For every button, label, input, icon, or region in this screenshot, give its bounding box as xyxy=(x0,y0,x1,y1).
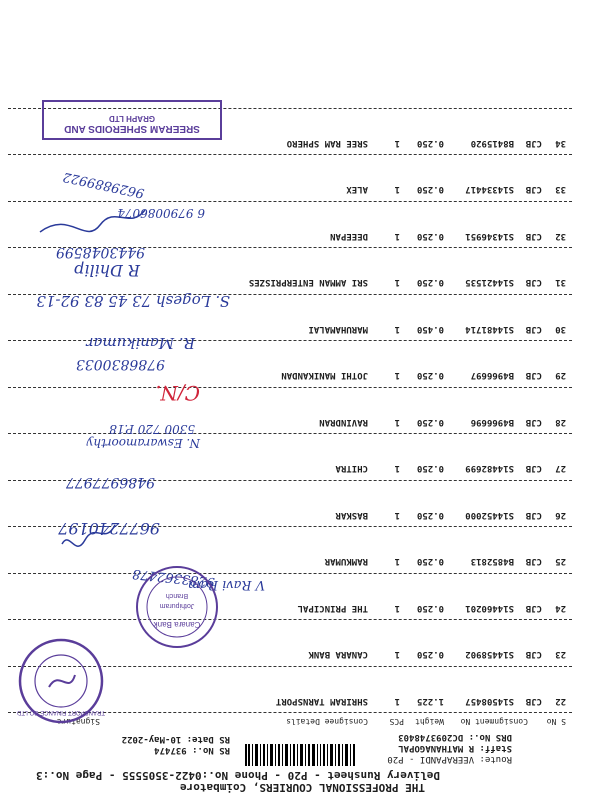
row-sno: 24 xyxy=(555,603,566,613)
row-consignment-no: S14334417 xyxy=(465,184,514,195)
row-divider xyxy=(8,155,572,156)
row-weight: 0.250 xyxy=(416,649,444,660)
runsheet-subtitle: Delivery Runsheet - P20 - Phone No.:0422-3505555 - Page No.:3 xyxy=(36,769,440,782)
row-sno: 25 xyxy=(555,556,566,567)
company-seal-stamp xyxy=(17,637,105,725)
row-consignment-no: S14346951 xyxy=(465,231,514,241)
col-details: Consignee Details xyxy=(286,717,368,726)
seal-text: Branch xyxy=(165,592,189,599)
row-origin: CJB xyxy=(525,649,542,660)
row-sno: 22 xyxy=(555,696,566,706)
row-pcs: 1 xyxy=(394,510,400,520)
row-pcs: 1 xyxy=(394,649,400,660)
row-weight: 0.250 xyxy=(416,603,444,613)
stamp-line: SREERAM SPHEROIDS AND xyxy=(64,123,200,134)
row-consignment-no: S14421535 xyxy=(465,277,514,288)
seal-text: Canara Bank xyxy=(153,620,201,629)
handwritten-phone: 9786830033 xyxy=(75,356,165,372)
row-weight: 0.250 xyxy=(416,184,444,195)
row-consignment-no: B4966696 xyxy=(470,417,514,427)
table-row xyxy=(0,573,600,619)
handwritten-note: C/N. xyxy=(155,381,200,405)
row-pcs: 1 xyxy=(394,231,400,241)
handwritten-name: V Ravi Ram xyxy=(187,577,265,592)
row-pcs: 1 xyxy=(394,370,400,381)
row-consignee: CHITRA xyxy=(335,463,368,474)
row-consignee: RAVINDRAN xyxy=(319,417,368,427)
rs-number: RS No.: 937474 xyxy=(154,745,230,755)
handwritten-phone: 9443048599 xyxy=(55,244,145,260)
row-origin: CJB xyxy=(525,277,542,288)
row-consignment-no: B4852813 xyxy=(470,556,514,567)
row-origin: CJB xyxy=(525,463,542,474)
bank-seal-stamp xyxy=(131,564,220,650)
handwritten-name: R Dhilip xyxy=(74,261,140,280)
row-pcs: 1 xyxy=(394,603,400,613)
row-consignment-no: S14458902 xyxy=(465,649,514,660)
route-label: Route: VEERAPANDI - P20 xyxy=(387,754,512,764)
row-weight: 0.250 xyxy=(416,277,444,288)
row-sno: 30 xyxy=(555,324,566,334)
row-consignment-no: S14452000 xyxy=(465,510,514,520)
row-origin: CJB xyxy=(525,231,542,241)
row-consignee: JOTHI MANIKANDAN xyxy=(281,370,368,381)
row-divider xyxy=(8,620,572,621)
row-consignee: DEEEPAN xyxy=(330,231,368,241)
row-consignee: SRI AMMAN ENTERPRISZES xyxy=(248,277,368,288)
rs-date: RS Date: 10-May-2022 xyxy=(121,734,230,744)
company-rectangle-stamp xyxy=(42,100,222,140)
row-origin: CJB xyxy=(525,324,542,334)
seal-text: TRANSPORT FINANCE CO LTD xyxy=(17,709,105,715)
row-sno: 27 xyxy=(555,463,566,474)
row-consignment-no: S14482699 xyxy=(465,463,514,474)
col-pcs: PCS xyxy=(389,717,404,726)
handwritten-phone: 9629889922 xyxy=(61,168,146,201)
handwritten-phone: 9486977977 xyxy=(65,474,155,490)
row-sno: 26 xyxy=(555,510,566,520)
row-consignment-no: B4966697 xyxy=(470,370,514,381)
staff-label: Staff: R MATHANAGOPAL xyxy=(398,743,512,753)
row-pcs: 1 xyxy=(394,417,400,427)
drs-number: DRS No.: DC2093748403 xyxy=(398,732,512,742)
row-pcs: 1 xyxy=(394,138,400,148)
row-weight: 0.250 xyxy=(416,138,444,148)
col-consignment: Consignment No xyxy=(460,717,528,726)
row-sno: 23 xyxy=(555,649,566,660)
row-pcs: 1 xyxy=(394,556,400,567)
row-divider xyxy=(8,573,572,574)
row-origin: CJB xyxy=(525,510,542,520)
row-weight: 0.250 xyxy=(416,370,444,381)
row-consignee: BASKAR xyxy=(335,510,368,520)
barcode-image xyxy=(245,744,355,766)
handwritten-note: 6 9790086074 xyxy=(117,206,205,220)
row-consignee: SHRIRAM TARNSPORT xyxy=(275,696,368,706)
row-origin: CJB xyxy=(525,603,542,613)
signature-scribble xyxy=(60,520,120,550)
row-weight: 0.250 xyxy=(416,417,444,427)
row-consignee: SREE RAM SPHERO xyxy=(286,138,368,148)
row-pcs: 1 xyxy=(394,277,400,288)
row-weight: 0.450 xyxy=(416,324,444,334)
row-pcs: 1 xyxy=(394,463,400,474)
handwritten-name: N. Eswaramoorthy xyxy=(86,436,200,450)
handwritten-note: S. Logesh 73 45 83 92-13 xyxy=(36,292,230,310)
table-row xyxy=(0,387,600,433)
row-origin: CJB xyxy=(525,138,542,148)
row-consignment-no: S14481714 xyxy=(465,324,514,334)
row-weight: 0.250 xyxy=(416,231,444,241)
row-sno: 28 xyxy=(555,417,566,427)
row-consignee: THE PRINCIPAL xyxy=(297,603,368,613)
handwritten-phone: 9283362478 xyxy=(131,565,216,590)
row-origin: CJB xyxy=(525,696,542,706)
col-sno: S No xyxy=(546,717,566,726)
row-consignment-no: S14460201 xyxy=(465,603,514,613)
row-consignee: ALEX xyxy=(346,184,368,195)
row-weight: 0.250 xyxy=(416,463,444,474)
row-pcs: 1 xyxy=(394,184,400,195)
handwritten-phone: 9677240197 xyxy=(58,519,160,538)
row-pcs: 1 xyxy=(394,696,400,706)
col-weight: Weight xyxy=(415,717,444,726)
stamp-line: GRAPH LTD xyxy=(108,114,156,123)
row-origin: CJB xyxy=(525,556,542,567)
row-origin: CJB xyxy=(525,370,542,381)
row-consignment-no: B8415920 xyxy=(470,138,514,148)
row-sno: 31 xyxy=(555,277,566,288)
col-signature: Signature xyxy=(56,717,100,726)
row-weight: 0.250 xyxy=(416,556,444,567)
handwritten-name: R. Manikumar xyxy=(86,334,195,352)
row-sno: 32 xyxy=(555,231,566,241)
handwritten-note: 5300 720 P.18 xyxy=(109,422,195,436)
row-consignee: RAMKUMAR xyxy=(324,556,368,567)
seal-text: Jothipuram xyxy=(159,602,195,609)
row-consignee: MARUHAMALAI xyxy=(308,324,368,334)
row-weight: 1.225 xyxy=(416,696,444,706)
row-divider xyxy=(8,387,572,388)
row-divider xyxy=(8,434,572,435)
row-origin: CJB xyxy=(525,417,542,427)
row-pcs: 1 xyxy=(394,324,400,334)
signature-scribble xyxy=(30,200,150,240)
row-consignee: CANARA BANK xyxy=(308,649,368,660)
row-sno: 29 xyxy=(555,370,566,381)
row-weight: 0.250 xyxy=(416,510,444,520)
row-sno: 34 xyxy=(555,138,566,148)
row-origin: CJB xyxy=(525,184,542,195)
row-consignment-no: S14508457 xyxy=(465,696,514,706)
row-sno: 33 xyxy=(555,184,566,195)
page-title: THE PROFESSIONAL COURIERS, Coimbatore xyxy=(179,781,425,794)
